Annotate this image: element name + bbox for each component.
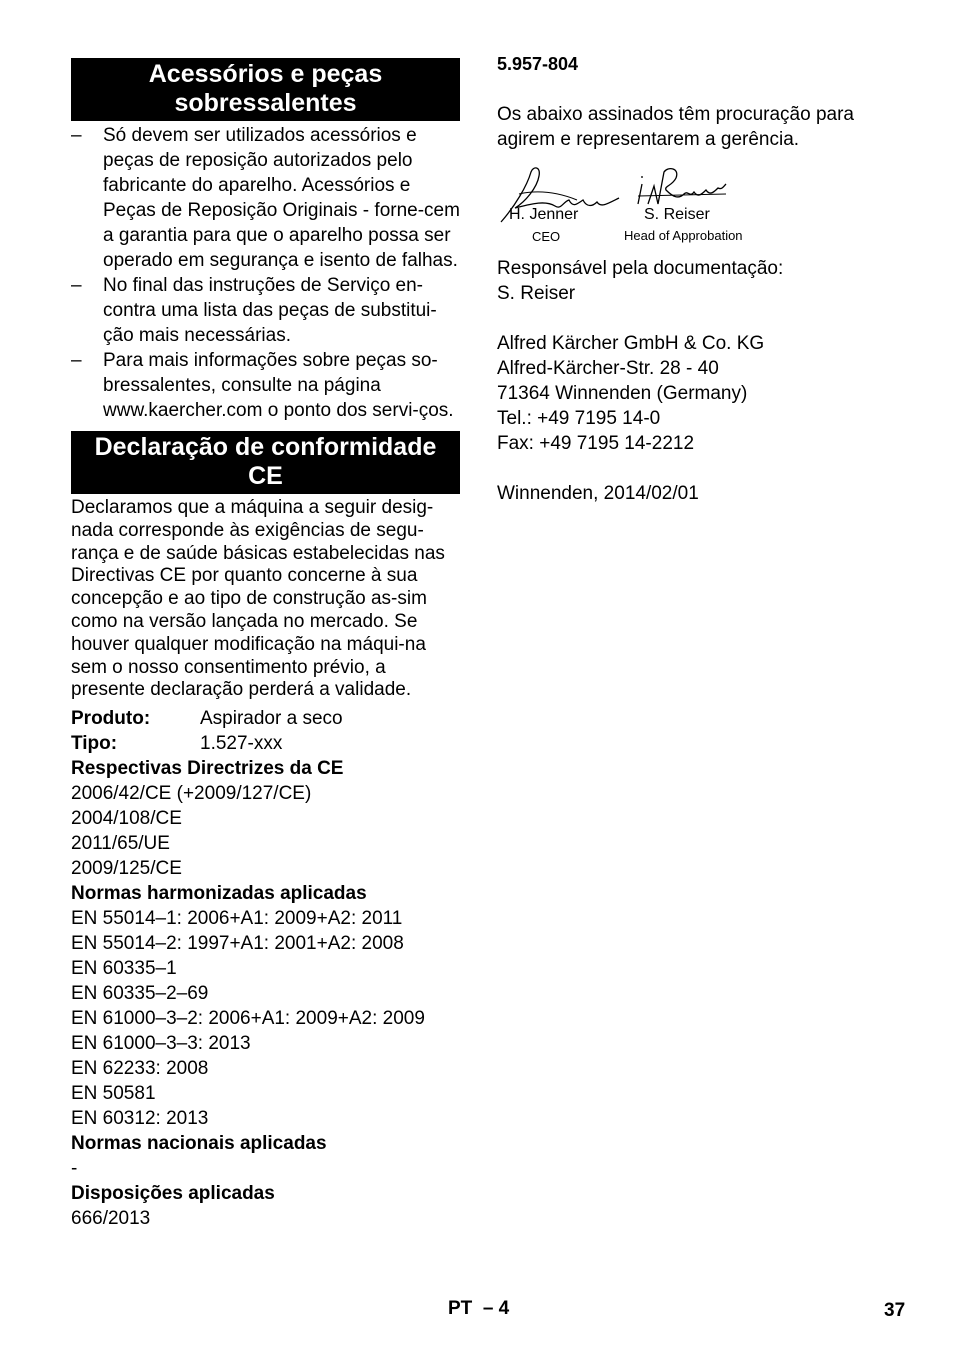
footer-page-number: 37 — [884, 1300, 906, 1321]
type-label: Tipo: — [71, 733, 118, 755]
bullet-dash: – — [71, 275, 82, 296]
address-line: Alfred-Kärcher-Str. 28 - 40 — [497, 358, 719, 379]
signature-reiser-icon — [634, 164, 729, 209]
accessories-heading: Acessórios e peças sobressalentes — [71, 58, 460, 121]
list-item — [71, 273, 460, 348]
type-value: 1.527-xxx — [200, 733, 283, 755]
signer-name: S. Reiser — [644, 206, 710, 223]
signer-name: H. Jenner — [509, 206, 579, 223]
national-value: - — [71, 1158, 78, 1180]
standard-item: EN 60335–1 — [71, 958, 177, 980]
directive-item: 2011/65/UE — [71, 833, 170, 855]
signature-block — [497, 164, 907, 256]
bullet-dash: – — [71, 125, 82, 146]
standard-item: EN 50581 — [71, 1083, 156, 1105]
responsible-name: S. Reiser — [497, 283, 576, 304]
responsible-label: Responsável pela documentação: — [497, 258, 784, 279]
directive-item: 2004/108/CE — [71, 808, 182, 830]
footer-section-label: PT – 4 — [448, 1298, 510, 1319]
list-item — [71, 348, 460, 423]
authorization-text: Os abaixo assinados têm procuração para agirem e representarem a gerência. — [497, 104, 854, 150]
place-date: Winnenden, 2014/02/01 — [497, 483, 699, 504]
right-column — [497, 52, 907, 506]
directives-heading: Respectivas Directrizes da CE — [71, 758, 344, 780]
type-row — [71, 731, 460, 756]
provisions-value: 666/2013 — [71, 1208, 151, 1230]
standard-item: EN 55014–2: 1997+A1: 2001+A2: 2008 — [71, 933, 404, 955]
standard-item: EN 60335–2–69 — [71, 983, 209, 1005]
address-line: Tel.: +49 7195 14-0 — [497, 408, 661, 429]
signer-role: CEO — [532, 229, 561, 244]
left-column — [71, 58, 460, 1231]
standard-item: EN 60312: 2013 — [71, 1108, 209, 1130]
national-heading: Normas nacionais aplicadas — [71, 1133, 327, 1155]
conformity-heading: Declaração de conformidade CE — [71, 431, 460, 494]
list-item-text: Só devem ser utilizados acessórios e peças de reposição autorizados pelo fabricante do aparelho. Acessórios e Peças de Reposição Originais - forne-cem a garantia para que o aparelho possa ser operado em segurança e isento de falhas. — [103, 125, 460, 271]
standards-heading: Normas harmonizadas aplicadas — [71, 883, 367, 905]
company-address — [497, 331, 907, 456]
standard-item: EN 55014–1: 2006+A1: 2009+A2: 2011 — [71, 908, 403, 930]
bullet-dash: – — [71, 350, 82, 371]
list-item — [71, 123, 460, 273]
directive-item: 2006/42/CE (+2009/127/CE) — [71, 783, 312, 805]
conformity-intro: Declaramos que a máquina a seguir desig-nada corresponde às exigências de segu-rança e de saúde básicas estabelecidas nas Directivas CE por quanto concerne à sua concepção e ao tipo de construção as-sim como na versão lançada no mercado. Se houver qualquer modificação na máqui-na sem o nosso consentimento prévio, a presente declaração perderá a validade. — [71, 497, 445, 701]
product-row — [71, 706, 460, 731]
standard-item: EN 61000–3–2: 2006+A1: 2009+A2: 2009 — [71, 1008, 425, 1030]
standard-item: EN 62233: 2008 — [71, 1058, 209, 1080]
address-line: Fax: +49 7195 14-2212 — [497, 433, 695, 454]
directive-item: 2009/125/CE — [71, 858, 182, 880]
product-value: Aspirador a seco — [200, 708, 343, 730]
list-item-text: No final das instruções de Serviço en-contra uma lista das peças de substitui-ção mais necessárias. — [103, 275, 437, 346]
product-label: Produto: — [71, 708, 151, 730]
provisions-heading: Disposições aplicadas — [71, 1183, 275, 1205]
doc-number: 5.957-804 — [497, 54, 579, 74]
address-line: 71364 Winnenden (Germany) — [497, 383, 748, 404]
signer-role: Head of Approbation — [624, 228, 743, 243]
standard-item: EN 61000–3–3: 2013 — [71, 1033, 251, 1055]
accessories-list — [71, 123, 460, 423]
list-item-text: Para mais informações sobre peças so-bressalentes, consulte na página www.kaercher.com o ponto dos servi-ços. — [103, 350, 454, 421]
address-line: Alfred Kärcher GmbH & Co. KG — [497, 333, 765, 354]
